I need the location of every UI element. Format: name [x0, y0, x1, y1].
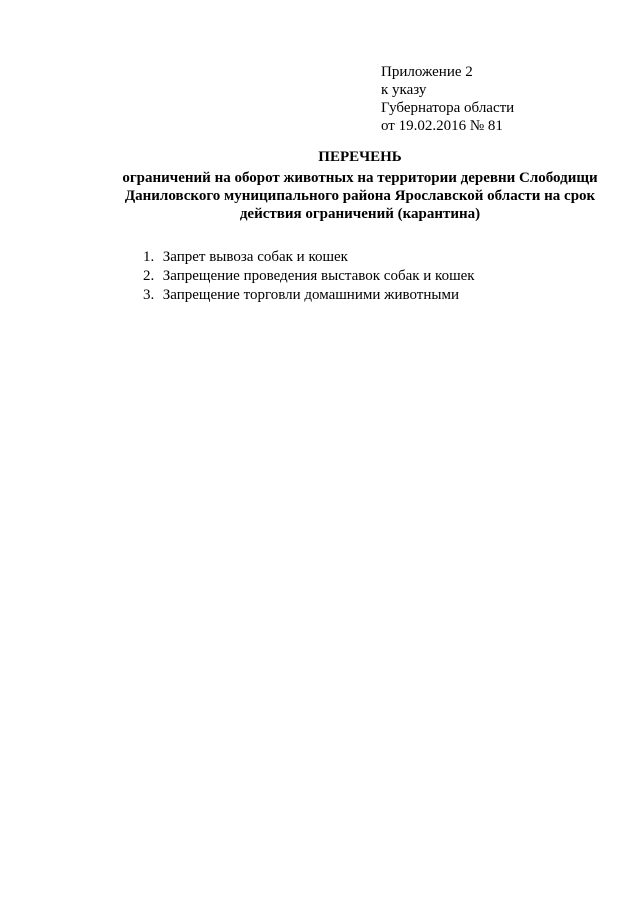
document-heading	[80, 148, 640, 223]
annex-line-2: к указу	[381, 82, 427, 98]
list-item-number: 3.	[143, 287, 155, 303]
list-item-text: Запрещение проведения выставок собак и кошек	[162, 268, 475, 284]
annex-line-1: Приложение 2	[381, 64, 473, 80]
heading-line-1: ограничений на оборот животных на территории деревни Слободищи	[122, 170, 598, 186]
list-item-text: Запрещение торговли домашними животными	[162, 287, 459, 303]
restrictions-list	[143, 248, 475, 305]
annex-block	[381, 63, 514, 135]
list-item-number: 2.	[143, 268, 155, 284]
list-item-text: Запрет вывоза собак и кошек	[162, 249, 348, 265]
annex-line-3: Губернатора области	[381, 100, 515, 116]
list-item	[143, 286, 475, 304]
heading-title: ПЕРЕЧЕНЬ	[318, 149, 402, 165]
heading-line-3: действия ограничений (карантина)	[239, 206, 481, 222]
heading-line-2: Даниловского муниципального района Ярославской области на срок	[124, 188, 596, 204]
annex-line-4: от 19.02.2016 № 81	[381, 118, 503, 134]
list-item	[143, 248, 475, 266]
list-item-number: 1.	[143, 249, 155, 265]
list-item	[143, 267, 475, 285]
